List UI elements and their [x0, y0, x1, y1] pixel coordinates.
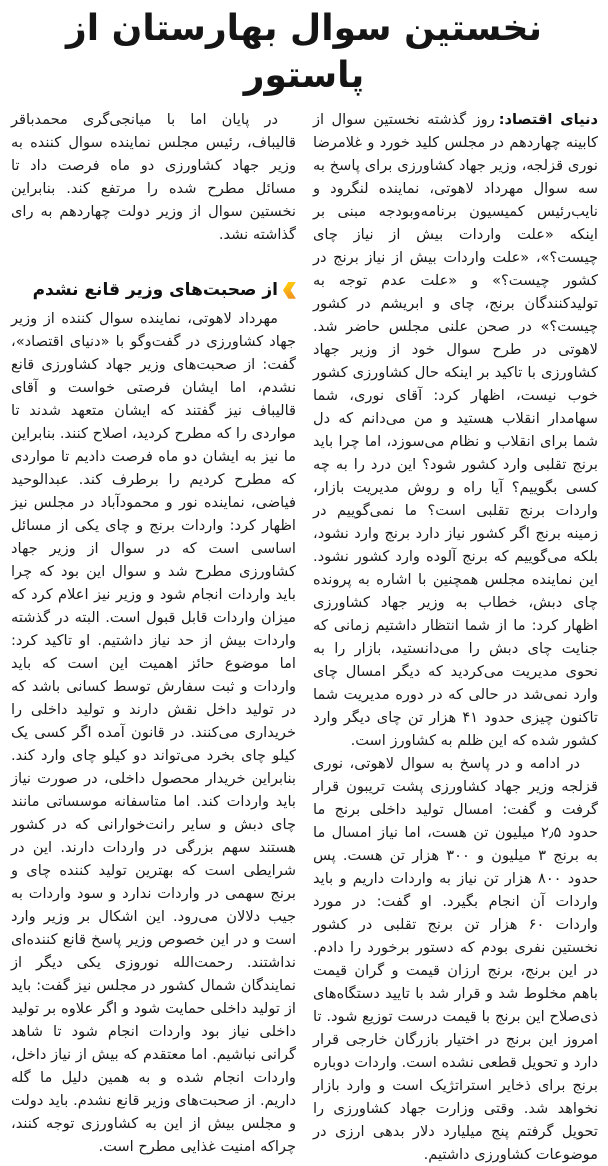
- subheading-row: [11, 280, 296, 301]
- lead-paragraph-text: روز گذشته نخستین سوال از کابینه چهاردهم در مجلس کلید خورد و غلامرضا نوری قزلجه، وزیر جهاد کشاورزی برای پاسخ به سه سوال مهرداد لاهوتی، نماینده لنگرود و نایب‌رئیس کمیسیون برنامه‌وبودجه مبنی بر اینکه «علت واردات بیش از نیاز چای چیست؟»، «علت واردات بیش از نیاز برنج در کشور چیست؟» و «علت عدم توجه به تولیدکنندگان برنج، چای و ابریشم در کشور چیست؟» در صحن علنی مجلس حاضر شد. لاهوتی در طرح سوال خود از وزیر جهاد کشاورزی با تاکید بر اینکه حال کشاورزی کشور خوب نیست، اظهار کرد: آقای نوری، شما سهامدار انقلاب هستید و من می‌دانم که دل شما برای انقلاب و نظام می‌سوزد، اما چرا باید برنج تقلبی وارد کشور شود؟ این درد را به چه کسی بگوییم؟ آیا راه و روش مدیریت بازار، واردات برنج تقلبی است؟ ما نمی‌گوییم در زمینه برنج اگر کشور نیاز دارد برنج وارد نشود، بلکه می‌گوییم که برنج آلوده وارد کشور نشود. این نماینده مجلس همچنین با اشاره به پرونده چای دبش، خطاب به وزیر جهاد کشاورزی اظهار کرد: ما از شما انتظار داشتیم زمانی که جنایت چای دبش را می‌دانستید، بازار را به نحوی مدیریت می‌کردید که دیگر امسال چای وارد نمی‌شد در حالی که در دوره مدیریت شما تاکنون چیزی حدود ۴۱ هزار تن چای دیگر وارد کشور شده که این ظلم به کشاورز است.: [313, 110, 598, 749]
- closing-paragraph: در پایان اما با میانجی‌گری محمدباقر قالیباف، رئیس مجلس نماینده سوال کننده به وزیر جهاد کشاورزی دو ماه فرصت داد تا مسائل مطرح شده را مرتفع کند. بنابراین نخستین سوال از وزیر دولت چهاردهم به رای گذاشته نشد.: [11, 110, 296, 243]
- subheading-label: از صحبت‌های وزیر قانع نشدم: [32, 279, 278, 300]
- article-columns: [10, 108, 598, 1166]
- chevron-left-icon: [283, 282, 296, 299]
- article-column-right: [313, 108, 598, 1166]
- article-column-left: [11, 108, 296, 1158]
- lead-paragraph: [313, 108, 598, 752]
- minister-response-paragraph: در ادامه و در پاسخ به سوال لاهوتی، نوری قزلجه وزیر جهاد کشاورزی پشت تریبون قرار گرفت و گفت: امسال تولید داخلی برنج ما حدود ۲٫۵ میلیون تن هست، اما نیاز امسال ما به برنج ۳ میلیون و ۳۰۰ هزار تن هست. پس حدود ۸۰۰ هزار تن نیاز به واردات داریم و باید واردات آن انجام بگیرد. او گفت: در مورد واردات ۶۰ هزار تن برنج تقلبی در کشور نخستین نفری بودم که دستور برخورد را دادم. در این برنج، برنج ارزان قیمت و گران قیمت باهم مخلوط شد و قرار شد با تایید دستگاه‌های ذی‌صلاح این برنج با قیمت درست توزیع شود. تا امروز این برنج در اختیار بازرگان خارجی قرار دارد و تحویل قطعی نشده است. واردات دوباره برنج برای ذخایر استراتژیک است و وارد بازار نخواهد شد. وقتی وزارت جهاد کشاورزی را تحویل گرفتم پنج میلیارد دلار بدهی ارزی در موضوعات کشاورزی داشتیم.: [313, 754, 599, 1163]
- article-headline: نخستین سوال بهارستان از پاستور: [66, 8, 542, 96]
- reactions-paragraph: مهرداد لاهوتی، نماینده سوال کننده از وزیر جهاد کشاورزی در گفت‌وگو با «دنیای اقتصاد»، گفت: از صحبت‌های وزیر جهاد کشاورزی قانع نشدم، اما ایشان فرصتی خواست و آقای قالیباف نیز گفتند که ایشان متعهد شدند تا مواردی را که مطرح کردید، اصلاح کنند. بنابراین ما نیز به ایشان دو ماه فرصت دادیم تا مواردی که مطرح کردیم را برطرف کند. عبدالوحید فیاضی، نماینده نور و محمودآباد در مجلس نیز اظهار کرد: واردات برنج و چای یکی از مسائل اساسی است که در سوال از وزیر جهاد کشاورزی مطرح شد و سوال این بود که چرا باید واردات انجام شود و وزیر نیز اعلام کرد که میزان واردات قابل قبول است. البته در گذشته واردات بیش از حد نیاز داشتیم. او تاکید کرد: اما موضوع حائز اهمیت این است که باید واردات و ثبت سفارش توسط کسانی باشد که در تولید داخل نقش دارند و تولید داخلی را خریداری می‌کنند. در قانون آمده اگر کسی یک کیلو چای بخرد می‌تواند دو کیلو چای وارد کند. بنابراین خریدار محصول داخلی، در صورت نیاز باید واردات کند. اما متاسفانه موسساتی مانند چای دبش و سایر رانت‌خوارانی که در کشور هستند سهم بزرگی در واردات دارند. این در شرایطی است که بهترین تولید کننده چای و برنج سهمی در واردات ندارد و سود واردات به جیب دلالان می‌رود. این اشکال بر وزیر وارد است و در این خصوص وزیر پاسخ قانع کننده‌ای نداشتند. رحمت‌الله نوروزی یکی دیگر از نمایندگان شمال کشور در مجلس نیز گفت: باید از تولید داخلی حمایت شود و اگر علاوه بر تولید داخلی نیاز بود واردات انجام شود تا شاهد گرانی نباشیم. اما معتقدم که بیش از نیاز داخل، واردات انجام شده و به همین دلیل ما گله داریم. از صحبت‌های وزیر قانع نشدم. باید دولت و مجلس بیش از این به کشاورزی توجه کنند، چراکه امنیت غذایی مطرح است.: [11, 309, 296, 1155]
- source-label: دنیای اقتصاد:: [498, 110, 598, 128]
